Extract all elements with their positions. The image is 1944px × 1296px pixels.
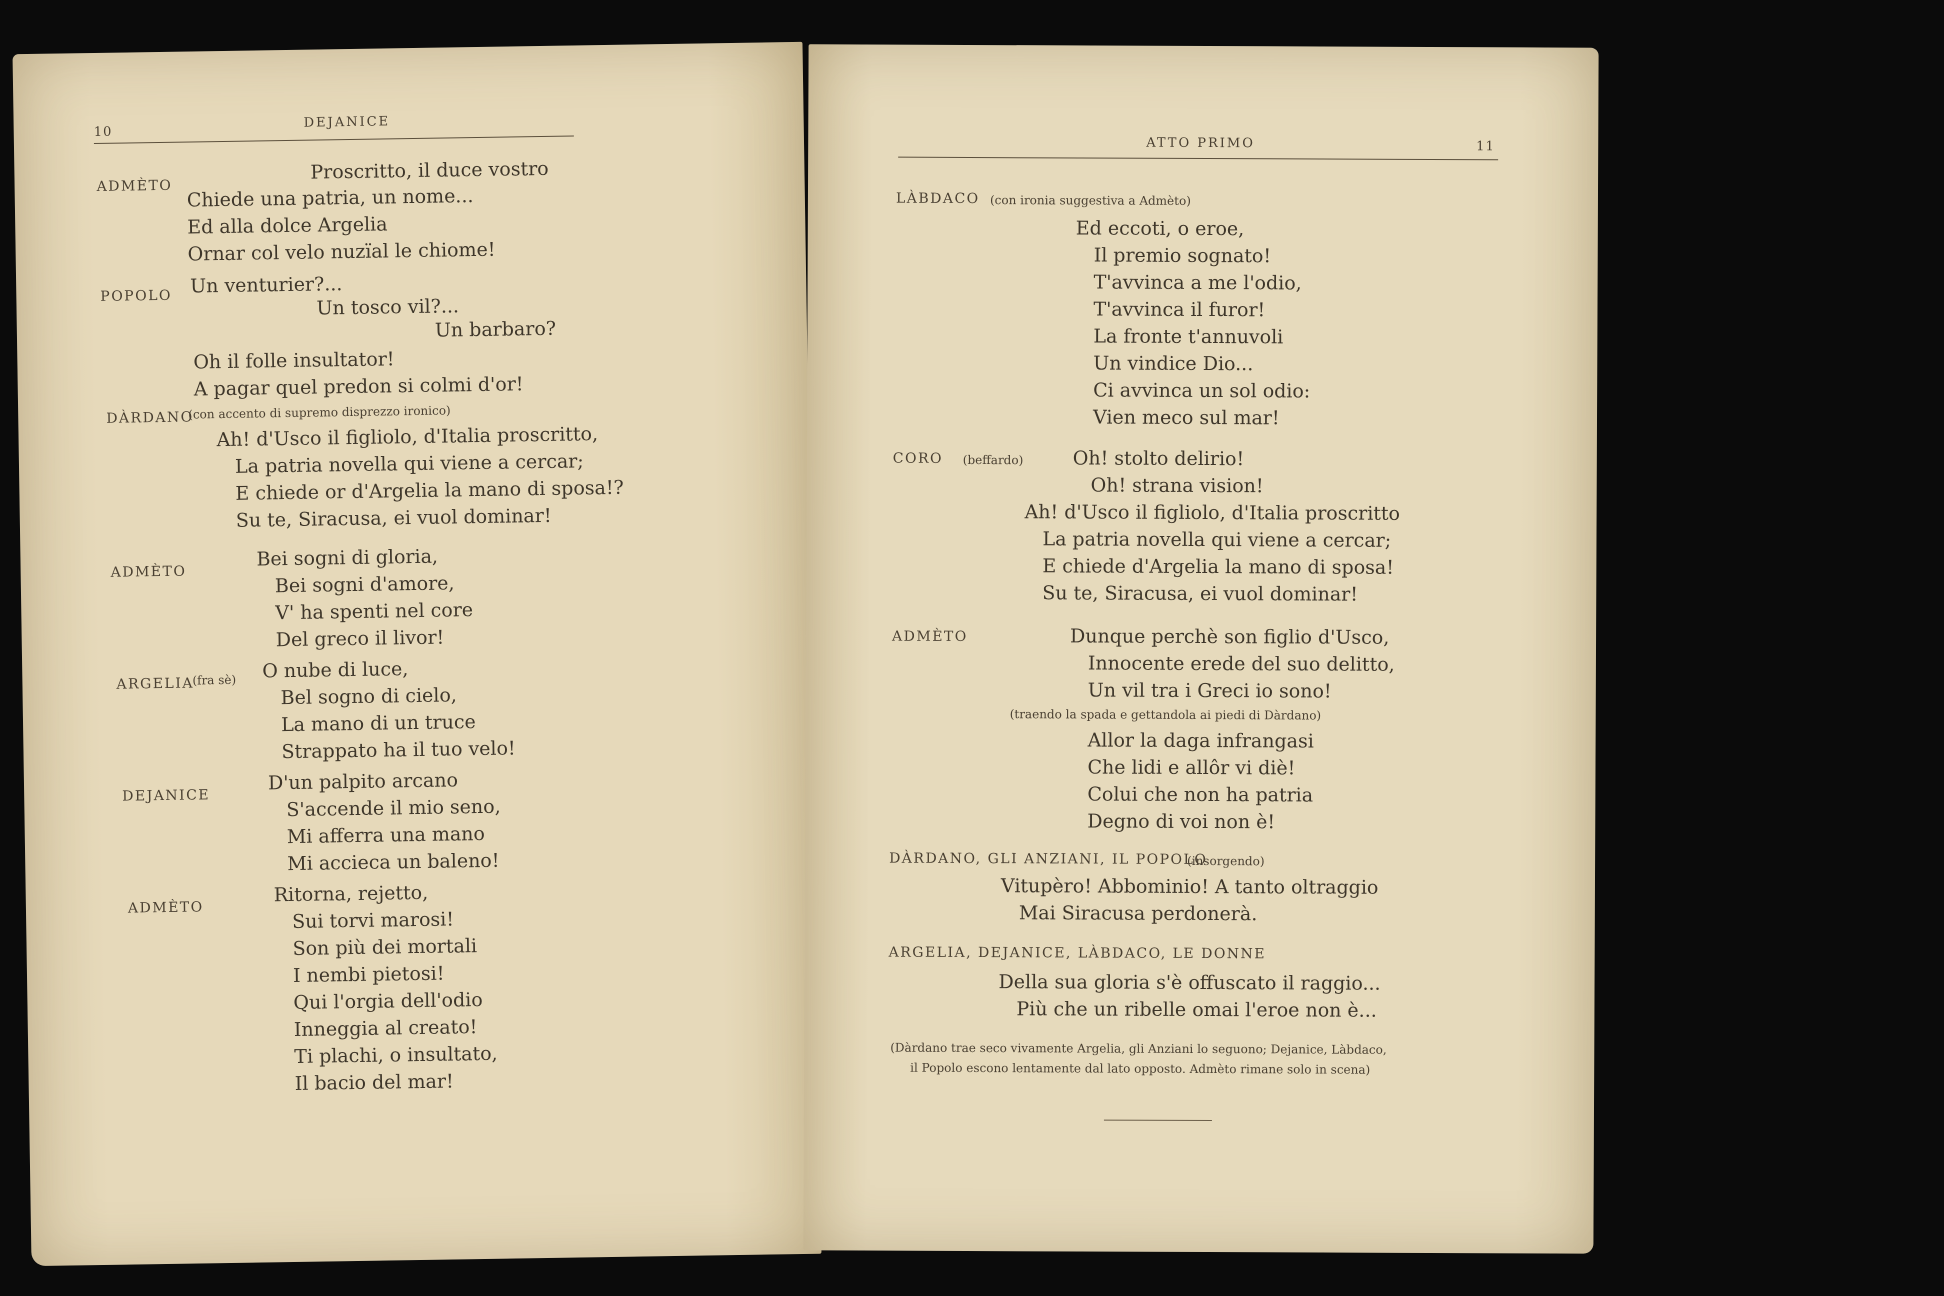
verse-line: Bel sogno di cielo, <box>280 684 458 710</box>
verse-line: Mi acciecа un baleno! <box>287 849 500 876</box>
page-number: 10 <box>93 124 113 141</box>
speaker-label: ADMÈTO <box>127 899 204 917</box>
verse-line: Dunque perchè son figlio d'Usco, <box>1070 625 1390 649</box>
end-rule <box>1104 1120 1212 1121</box>
speaker-label: DEJANICE <box>122 787 211 805</box>
verse-line: La fronte t'annuvoli <box>1093 325 1284 349</box>
verse-line: Ed eccoti, o eroe, <box>1075 217 1245 241</box>
verse-line: Che lidi e allôr vi diè! <box>1087 756 1296 780</box>
verse-line: Il bacio del mar! <box>294 1070 454 1095</box>
speaker-label: ARGELIA <box>116 675 195 693</box>
verse-line: Qui l'orgia dell'odio <box>293 989 483 1014</box>
verse-line: Ti plachi, o insultato, <box>294 1042 498 1068</box>
verse-line: Chiede una patria, un nome... <box>186 185 474 212</box>
verse-line: Ed alla dolce Argelia <box>187 213 388 239</box>
verse-line: Vitupèro! Abbominio! A tanto oltraggio <box>1000 875 1379 899</box>
right-page <box>803 44 1598 1253</box>
verse-line: T'avvinca il furor! <box>1093 298 1266 322</box>
verse-line: Un tosco vil?... <box>316 295 460 320</box>
stage-note: (beffardo) <box>962 452 1024 468</box>
closing-direction: il Popolo escono lentamente dal lato opposto. Admèto rimane solo in scena) <box>910 1060 1371 1077</box>
verse-line: Ornar col velo nuzïal le chiome! <box>187 238 496 266</box>
speaker-label: ADMÈTO <box>110 563 187 581</box>
verse-line: Un barbaro? <box>434 317 557 342</box>
verse-line: Bei sogni di gloria, <box>256 545 439 571</box>
verse-line: La patria novella qui viene a cercar; <box>1042 528 1392 552</box>
verse-line: Oh! strana vision! <box>1090 474 1264 498</box>
verse-line: D'un palpito arcano <box>267 769 459 795</box>
verse-line: Della sua gloria s'è offuscato il raggio... <box>998 971 1381 995</box>
verse-line: La patria novella qui viene a cercar; <box>234 450 584 478</box>
verse-line: Più che un ribelle omai l'eroe non è... <box>1016 998 1377 1022</box>
speaker-label: CORO <box>892 450 944 467</box>
verse-line: Su te, Siracusa, ei vuol dominar! <box>1042 582 1358 606</box>
verse-line: Un venturier?... <box>190 273 343 298</box>
verse-line: Strappato ha il tuo velo! <box>281 737 516 764</box>
verse-line: S'accende il mio seno, <box>286 795 501 822</box>
speaker-label: ADMÈTO <box>892 628 968 645</box>
verse-line: Su te, Siracusa, ei vuol dominar! <box>235 504 552 532</box>
stage-note: (insorgendo) <box>1187 853 1265 869</box>
verse-line: Oh il folle insultator! <box>193 348 395 374</box>
running-head: ATTO PRIMO <box>1146 135 1255 152</box>
verse-line: Ci avvinca un sol odio: <box>1093 379 1311 403</box>
stage-note: (con ironia suggestiva a Admèto) <box>989 193 1191 208</box>
speaker-label: ADMÈTO <box>96 177 173 195</box>
verse-line: T'avvinca a me l'odio, <box>1093 271 1302 295</box>
speaker-label: ARGELIA, DEJANICE, LÀBDACO, LE DONNE <box>888 944 1267 963</box>
verse-line: V' ha spenti nel core <box>275 599 474 625</box>
closing-direction: (Dàrdano trae seco vivamente Argelia, gli Anziani lo seguono; Dejanice, Làbdaco, <box>890 1040 1387 1057</box>
page-number: 11 <box>1476 139 1495 155</box>
verse-line: Colui che non ha patria <box>1087 783 1314 807</box>
stage-direction: (traendo la spada e gettandola ai piedi di Dàrdano) <box>1009 707 1322 723</box>
verse-line: Bei sogni d'amore, <box>274 572 455 598</box>
verse-line: Inneggia al creato! <box>293 1016 478 1041</box>
verse-line: Un vil tra i Greci io sono! <box>1087 679 1332 703</box>
header-rule <box>94 135 574 144</box>
speaker-label: LÀBDACO <box>895 190 980 208</box>
verse-line: Proscritto, il duce vostro <box>310 157 549 184</box>
verse-line: O nube di luce, <box>262 658 409 683</box>
verse-line: Ritorna, rejetto, <box>273 881 429 907</box>
verse-line: I nembi pietosi! <box>292 962 445 987</box>
speaker-label: DÀRDANO <box>106 409 194 427</box>
verse-line: Allor la daga infrangasi <box>1087 729 1314 753</box>
left-page <box>13 42 822 1266</box>
header-rule <box>898 157 1498 161</box>
verse-line: E chiede d'Argelia la mano di sposa! <box>1042 555 1394 579</box>
verse-line: Mi afferra una mano <box>286 822 486 849</box>
speaker-label: POPOLO <box>100 287 173 305</box>
verse-line: Il premio sognato! <box>1093 244 1272 268</box>
verse-line: Un vindice Dio... <box>1093 352 1254 376</box>
verse-line: Sui torvi marosi! <box>292 908 455 933</box>
running-head: DEJANICE <box>303 114 391 131</box>
verse-line: Ah! d'Usco il figliolo, d'Italia proscritto <box>1024 501 1401 525</box>
stage-note: (fra sè) <box>192 672 237 688</box>
speaker-label: DÀRDANO, GLI ANZIANI, IL POPOLO <box>889 850 1208 869</box>
verse-line: Son più dei mortali <box>292 935 478 960</box>
verse-line: Oh! stolto delirio! <box>1072 447 1245 471</box>
verse-line: Ah! d'Usco il figliolo, d'Italia proscritto, <box>216 423 599 452</box>
verse-line: Mai Siracusa perdonerà. <box>1018 902 1258 926</box>
verse-line: Del greco il livor! <box>275 626 445 652</box>
verse-line: A pagar quel predon si colmi d'or! <box>193 373 524 401</box>
verse-line: Innocente erede del suo delitto, <box>1087 652 1395 676</box>
verse-line: E chiede or d'Argelia la mano di sposa!? <box>235 476 624 505</box>
stage-note: (con accento di supremo disprezzo ironico) <box>188 403 451 422</box>
verse-line: Vien meco sul mar! <box>1092 406 1280 430</box>
verse-line: Degno di voi non è! <box>1087 810 1276 834</box>
verse-line: La mano di un truce <box>280 711 476 737</box>
